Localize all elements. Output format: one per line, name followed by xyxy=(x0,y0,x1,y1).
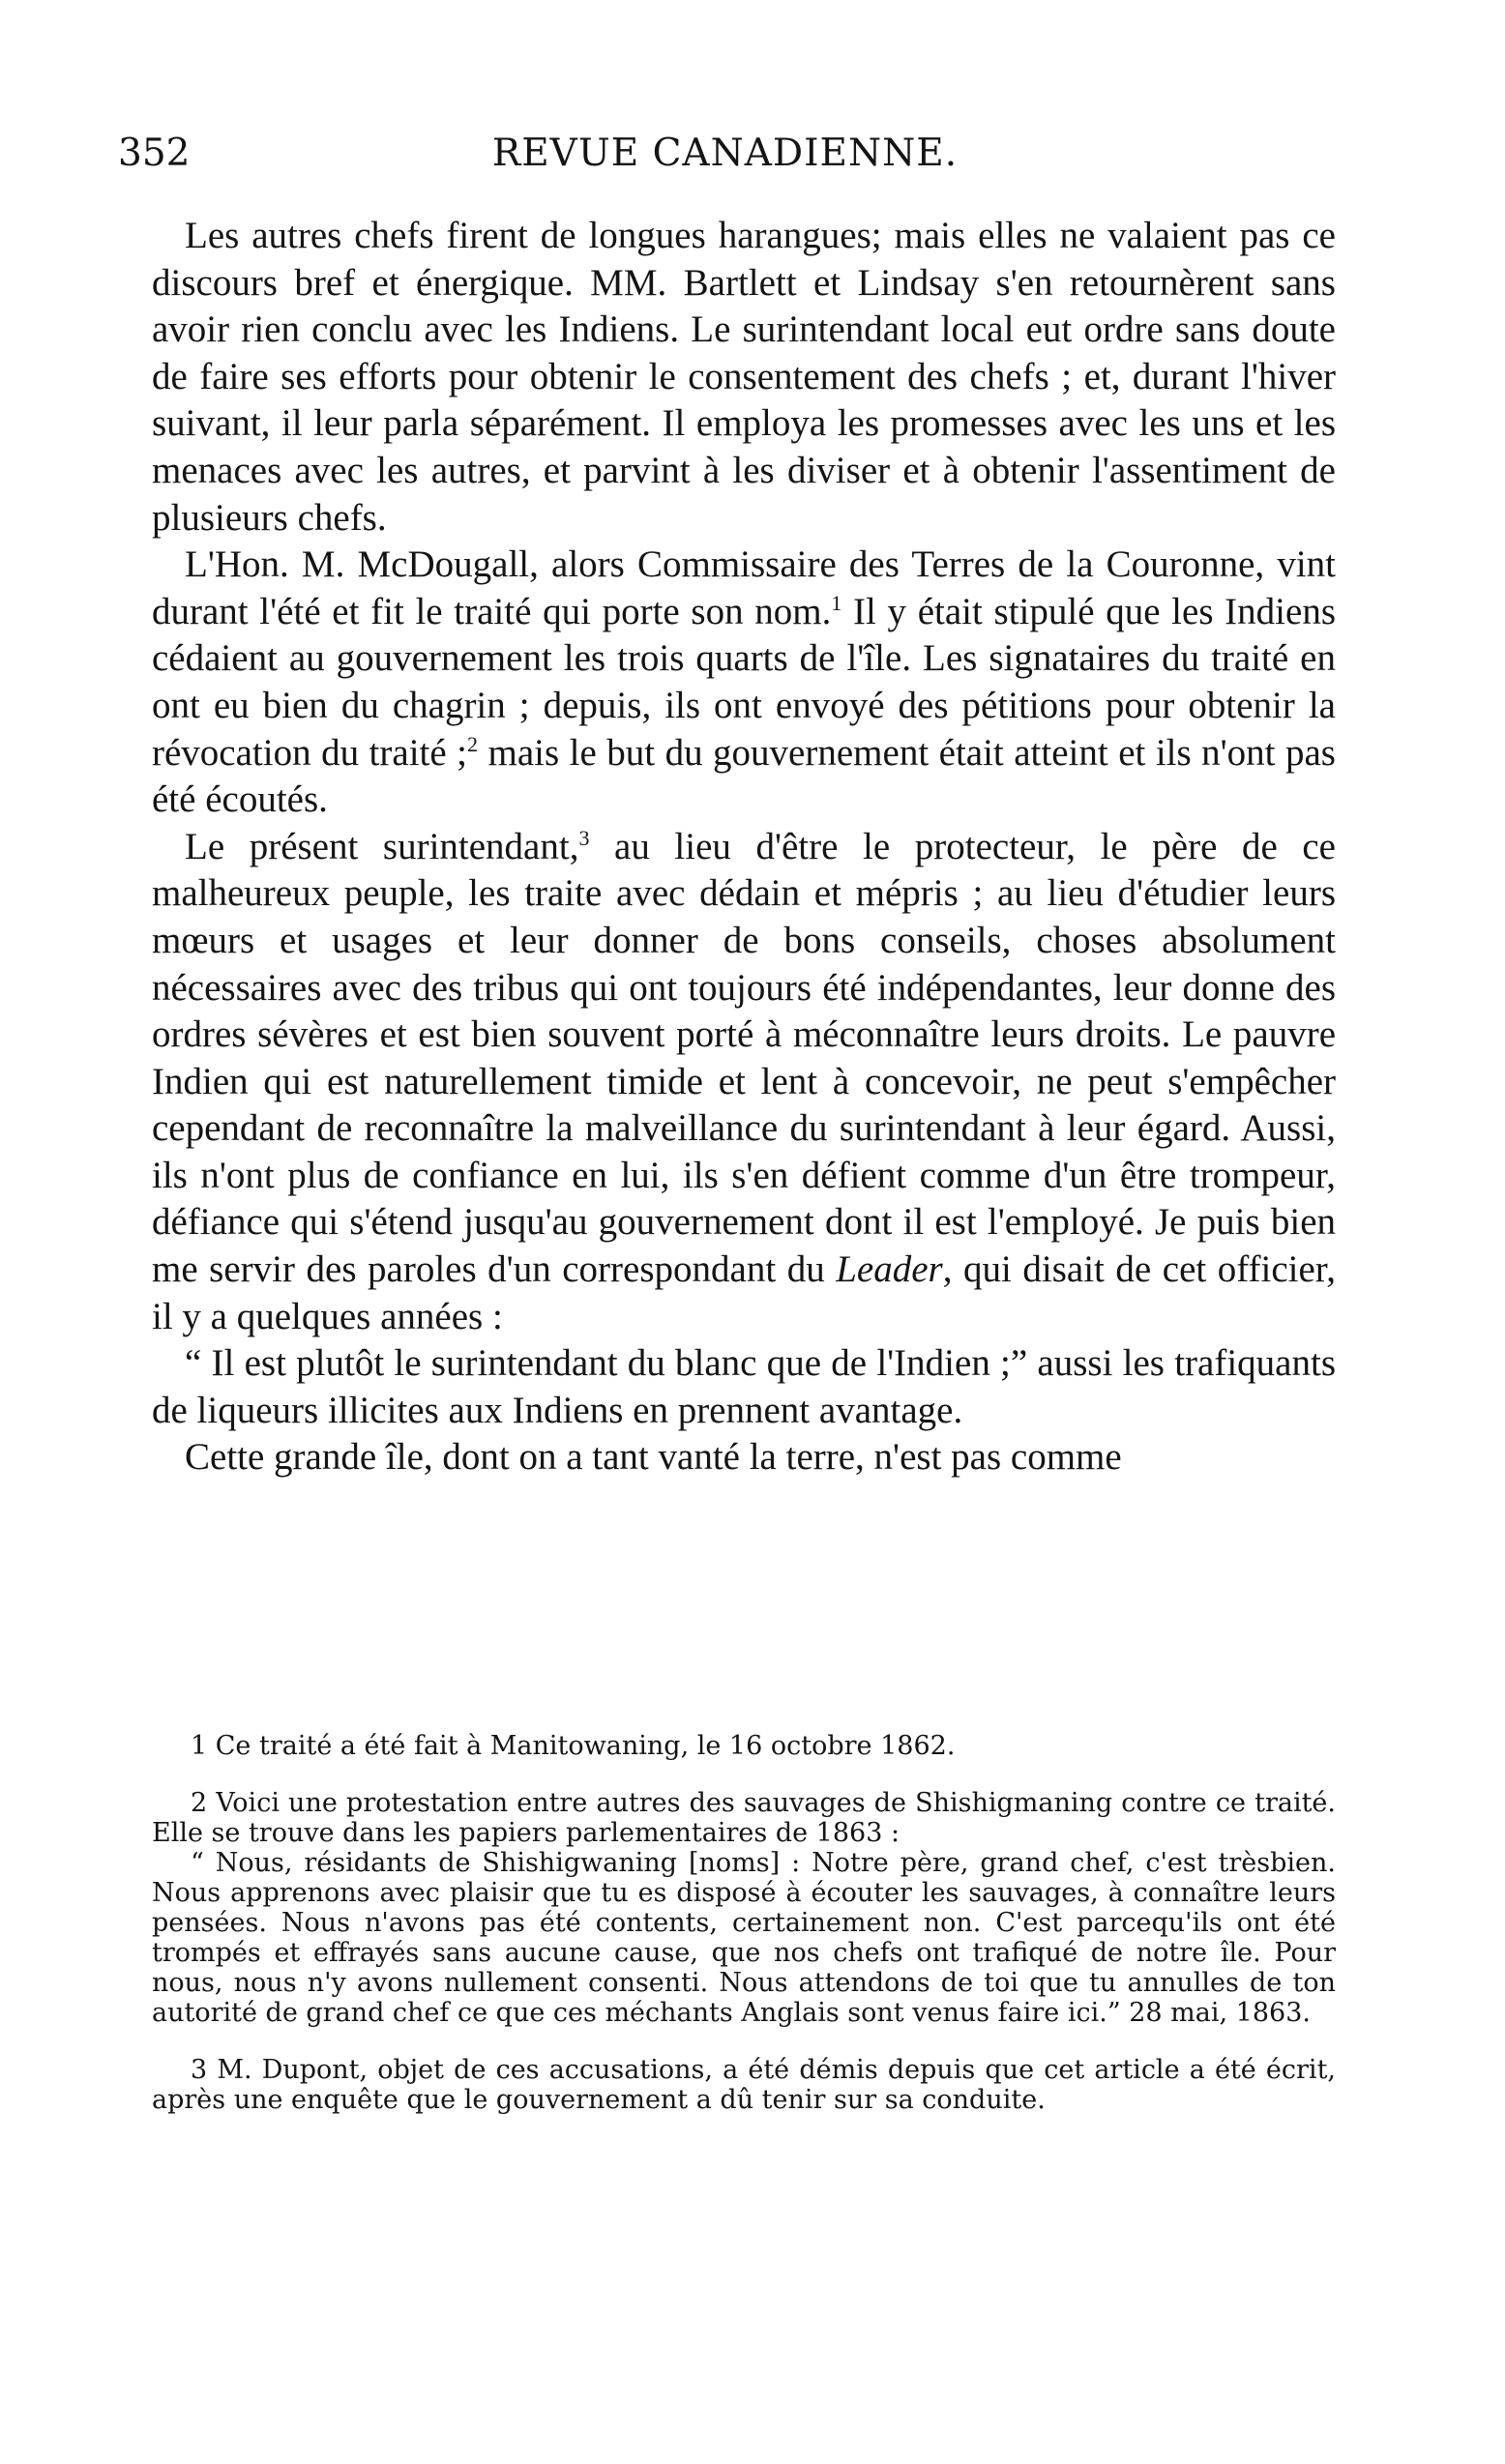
text-run: , qui disait de cet officier, il y a quelques années : xyxy=(152,1248,1336,1337)
footnote-2-quote: “ Nous, résidants de Shishigwaning [noms] : Notre père, grand chef, c'est trèsbien. Nous apprenons avec plaisir que tu es disposé à écouter les sauvages, à connaître leurs pensées. Nous n'avons pas été contents, certainement non. C'est parcequ'ils ont été trompés et effrayés sans aucune cause, que nos chefs ont trafiqué de notre île. Pour nous, nous n'y avons nullement consenti. Nous attendons de toi que tu annulles de ton autorité de grand chef ce que ces méchants Anglais sont venus faire ici.” 28 mai, 1863. xyxy=(152,1848,1336,2028)
page-number: 352 xyxy=(118,132,191,175)
footnote-ref[interactable]: 1 xyxy=(831,590,842,615)
text-run: Le présent surintendant, xyxy=(185,825,579,867)
footnote-3: 3 M. Dupont, objet de ces accusations, a été démis depuis que cet article a été écrit, après une enquête que le gouvernement a dû tenir sur sa conduite. xyxy=(152,2055,1336,2115)
footnotes xyxy=(152,1731,1336,2142)
footnote-1: 1 Ce traité a été fait à Manitowaning, le 16 octobre 1862. xyxy=(191,1731,956,1761)
paragraph: Les autres chefs firent de longues harangues; mais elles ne valaient pas ce discours bref et énergique. MM. Bartlett et Lindsay s'en retournèrent sans avoir rien conclu avec les Indiens. Le surintendant local eut ordre sans doute de faire ses efforts pour obtenir le consentement des chefs ; et, durant l'hiver suivant, il leur parla séparément. Il employa les promesses avec les uns et les menaces avec les autres, et parvint à les diviser et à obtenir l'assentiment de plusieurs chefs. xyxy=(152,215,1336,539)
text-run: Il y était stipulé que les Indiens cédaient au gouvernement les trois quarts de l'île. Les signataires du traité en ont eu bien du chagrin ; depuis, ils ont envoyé des pétitions pour obtenir la révocation du traité ; xyxy=(152,590,1336,774)
text-run: au lieu d'être le protecteur, le père de ce malheureux peuple, les traite avec dédain et mépris ; au lieu d'étudier leurs mœurs et usages et leur donner de bons conseils, choses absolument nécessaires avec des tribus qui ont toujours été indépendantes, leur donne des ordres sévères et est bien souvent porté à méconnaître leurs droits. Le pauvre Indien qui est naturellement timide et lent à concevoir, ne peut s'empêcher cependant de reconnaître la malveillance du surintendant à leur égard. Aussi, ils n'ont plus de confiance en lui, ils s'en défient comme d'un être trompeur, défiance qui s'étend jusqu'au gouvernement dont il est l'employé. Je puis bien me servir des paroles d'un correspondant du xyxy=(152,825,1336,1291)
footnote-ref[interactable]: 3 xyxy=(578,825,590,850)
paragraph xyxy=(152,824,1336,1341)
quotation-paragraph: “ Il est plutôt le surintendant du blanc que de l'Indien ;” aussi les trafiquants de liqueurs illicites aux Indiens en prennent avantage. xyxy=(152,1342,1336,1431)
text-run: mais le but du gouvernement était atteint et ils n'ont pas été écoutés. xyxy=(152,731,1336,821)
newspaper-title: Leader xyxy=(836,1248,943,1291)
footnote-ref[interactable]: 2 xyxy=(467,731,478,756)
text-run: L'Hon. M. McDougall, alors Commissaire des Terres de la Couronne, vint durant l'été et fit le traité qui porte son nom. xyxy=(152,543,1336,632)
footnote-2-intro: 2 Voici une protestation entre autres des sauvages de Shishigmaning contre ce traité. Elle se trouve dans les papiers parlementaires de 1863 : xyxy=(152,1788,1336,1848)
body-text xyxy=(152,213,1336,1481)
paragraph: Cette grande île, dont on a tant vanté la terre, n'est pas comme xyxy=(185,1436,1122,1479)
running-title: REVUE CANADIENNE. xyxy=(491,132,959,175)
page-header xyxy=(118,132,1332,186)
footnote-2 xyxy=(152,1788,1336,2028)
paragraph xyxy=(152,542,1336,824)
